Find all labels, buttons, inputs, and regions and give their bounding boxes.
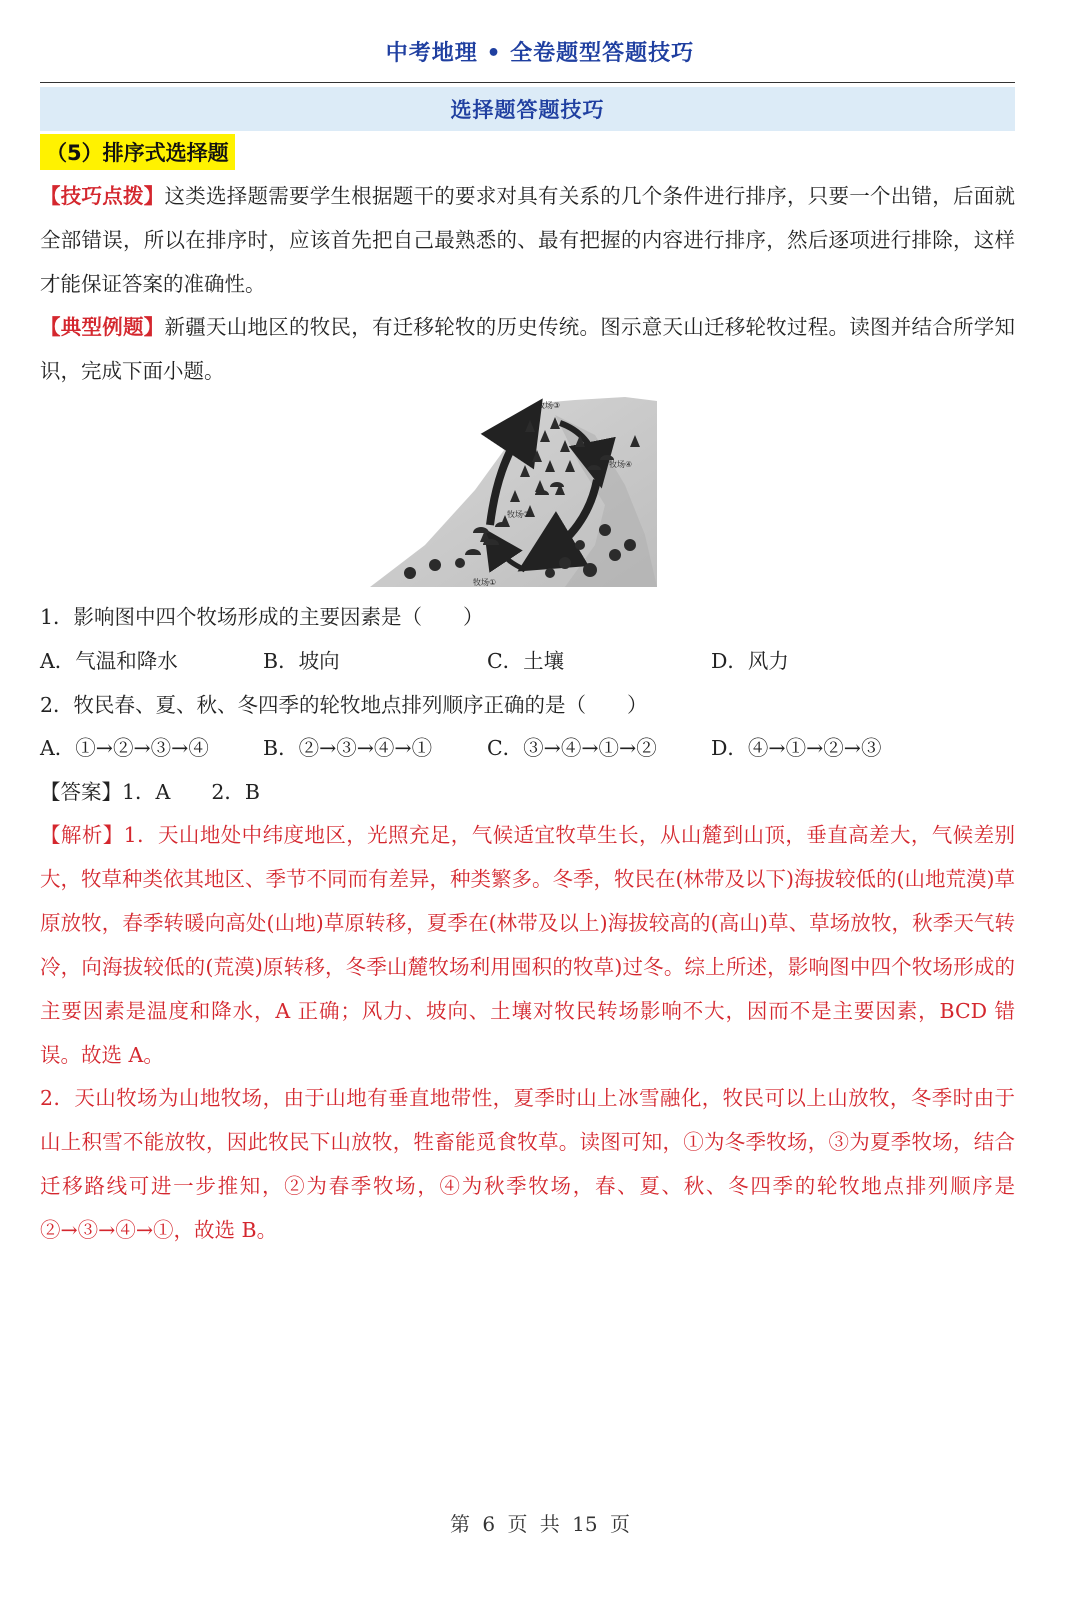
tip-label: 【技巧点拨】 (40, 184, 165, 208)
analysis-label: 【解析】 (40, 823, 124, 847)
example-label: 【典型例题】 (40, 315, 165, 339)
example-paragraph (40, 305, 1015, 393)
pasture-4-label: 牧场④ (609, 460, 633, 469)
analysis-text-2: 2．天山牧场为山地牧场，由于山地有垂直地带性，夏季时山上冰雪融化，牧民可以上山放牧，冬季时由于山上积雪不能放牧，因此牧民下山放牧，牲畜能觅食牧草。读图可知，①为冬季牧场，③为夏季牧场，结合迁移路线可进一步推知，②为春季牧场，④为秋季牧场，春、夏、秋、冬四季的轮牧地点排列顺序是②→③→④→①，故选 B。 (40, 1086, 1015, 1242)
section-title: 选择题答题技巧 (450, 98, 605, 122)
analysis-paragraph-1 (40, 813, 1015, 1077)
q1-option-b: B．坡向 (263, 649, 340, 673)
header-divider (40, 82, 1015, 83)
q1-option-a: A．气温和降水 (40, 649, 178, 673)
page-footer: 第 6 页 共 15 页 (450, 1512, 630, 1536)
grazing-migration-figure (365, 395, 660, 590)
pasture-1-label: 牧场① (473, 578, 497, 587)
q1-option-c: C．土壤 (487, 649, 565, 673)
section-title-bar (40, 87, 1015, 131)
q2-option-b: B．②→③→④→① (263, 736, 433, 760)
analysis-text-1: 1．天山地处中纬度地区，光照充足，气候适宜牧草生长，从山麓到山顶，垂直高差大，气候差别大，牧草种类依其地区、季节不同而有差异，种类繁多。冬季，牧民在(林带及以下)海拔较低的(山地荒漠)草原放牧，春季转暖向高处(山地)草原转移，夏季在(林带及以上)海拔较高的(高山)草、草场放牧，秋季天气转冷，向海拔较低的(荒漠)原转移，冬季山麓牧场利用囤积的牧草)过冬。综上所述，影响图中四个牧场形成的主要因素是温度和降水，A 正确；风力、坡向、土壤对牧民转场影响不大，因而不是主要因素，BCD 错误。故选 A。 (40, 823, 1016, 1067)
answer-text: 1．A 2．B (122, 780, 260, 804)
answer-label: 【答案】 (40, 780, 122, 804)
answer-line (40, 777, 1015, 807)
q2-option-c: C．③→④→①→② (487, 736, 657, 760)
example-text: 新疆天山地区的牧民，有迁移轮牧的历史传统。图示意天山迁移轮牧过程。读图并结合所学知识，完成下面小题。 (40, 315, 1015, 383)
pasture-3-label: 牧场③ (537, 401, 561, 410)
tip-paragraph (40, 174, 1015, 306)
q1-option-d: D．风力 (711, 649, 789, 673)
question-type-tag: （5）排序式选择题 (40, 134, 235, 170)
tip-text: 这类选择题需要学生根据题干的要求对具有关系的几个条件进行排序，只要一个出错，后面就全部错误，所以在排序时，应该首先把自己最熟悉的、最有把握的内容进行排序，然后逐项进行排除，这样才能保证答案的准确性。 (40, 184, 1015, 296)
pasture-2-label: 牧场② (507, 510, 531, 519)
q2-option-d: D．④→①→②→③ (711, 736, 882, 760)
question-2-stem: 2．牧民春、夏、秋、冬四季的轮牧地点排列顺序正确的是（ ） (40, 693, 648, 717)
analysis-paragraph-2 (40, 1076, 1015, 1252)
question-1-stem: 1．影响图中四个牧场形成的主要因素是（ ） (40, 605, 484, 629)
q2-option-a: A．①→②→③→④ (40, 736, 209, 760)
page-header-title: 中考地理 • 全卷题型答题技巧 (385, 41, 695, 66)
